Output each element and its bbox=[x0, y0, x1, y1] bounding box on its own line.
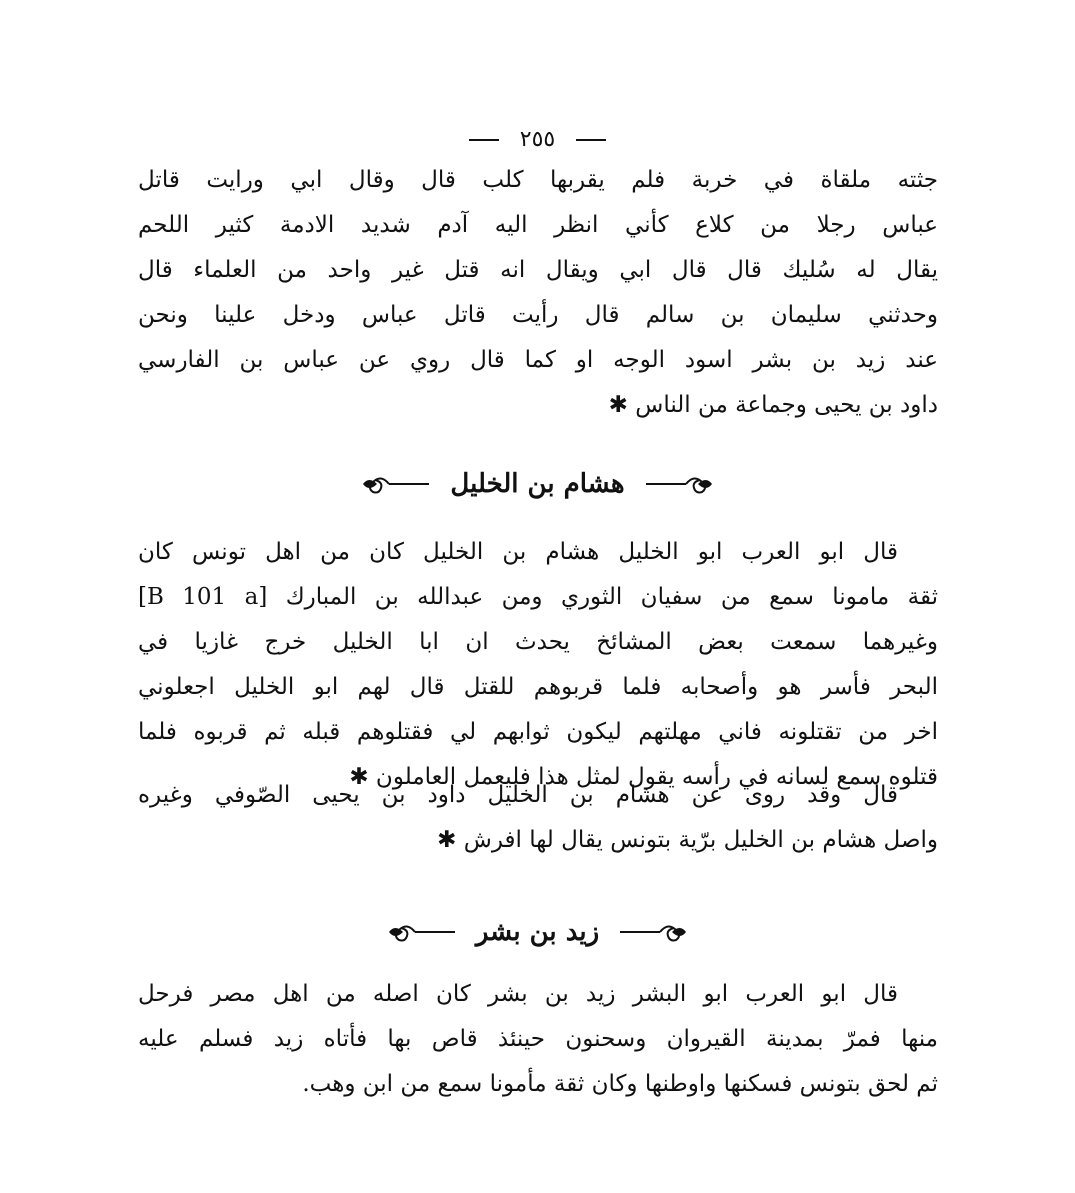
text-line: ثقة مامونا سمع من سفيان الثوري ومن عبدالله بن المبارك [B 101 a] bbox=[138, 584, 938, 610]
page-number bbox=[0, 127, 1075, 152]
text-line: داود بن يحيى وجماعة من الناس ✱ bbox=[608, 392, 938, 418]
paragraph-3 bbox=[138, 773, 938, 863]
section-heading-zayd bbox=[0, 916, 1075, 947]
dash-right bbox=[576, 139, 606, 141]
section-heading-hisham bbox=[0, 468, 1075, 499]
ornament-icon bbox=[359, 472, 429, 496]
text-line: جثته ملقاة في خربة فلم يقربها كلب قال وقال ابي ورايت قاتل bbox=[138, 167, 938, 193]
paragraph-1 bbox=[138, 158, 938, 428]
paragraph-4 bbox=[138, 972, 938, 1107]
section-heading-text: زيد بن بشر bbox=[475, 917, 600, 947]
text-line: ثم لحق بتونس فسكنها واوطنها وكان ثقة مأمونا سمع من ابن وهب. bbox=[302, 1071, 938, 1097]
ornament-icon bbox=[646, 472, 716, 496]
ornament-icon bbox=[385, 920, 455, 944]
text-line: قتلوه سمع لسانه في رأسه يقول لمثل هذا فليعمل العاملون ✱ bbox=[349, 764, 938, 790]
text-line: وغيرهما سمعت بعض المشائخ يحدث ان ابا الخليل خرج غازيا في bbox=[138, 629, 938, 655]
text-line: قال ابو العرب ابو الخليل هشام بن الخليل كان من اهل تونس كان bbox=[138, 539, 898, 565]
text-line: يقال له سُليك قال قال ابي ويقال انه قتل غير واحد من العلماء قال bbox=[138, 257, 938, 283]
text-line: اخر من تقتلونه فاني مهلتهم ليكون ثوابهم لي فقتلوهم قبله ثم قربوه فلما bbox=[138, 719, 938, 745]
section-heading-text: هشام بن الخليل bbox=[450, 469, 625, 499]
text-line: واصل هشام بن الخليل برّية بتونس يقال لها افرش ✱ bbox=[437, 827, 938, 853]
text-line: عند زيد بن بشر اسود الوجه او كما قال روي عن عباس بن الفارسي bbox=[138, 347, 938, 373]
text-line: البحر فأسر هو وأصحابه فلما قربوهم للقتل قال لهم ابو الخليل اجعلوني bbox=[138, 674, 938, 700]
paragraph-2 bbox=[138, 530, 938, 800]
text-line: قال وقد روى عن هشام بن الخليل داود بن يحيى الصّوفي وغيره bbox=[138, 782, 898, 808]
text-line: عباس رجلا من كلاع كأني انظر اليه آدم شديد الادمة كثير اللحم bbox=[138, 212, 938, 238]
dash-left bbox=[469, 139, 499, 141]
text-line: قال ابو العرب ابو البشر زيد بن بشر كان اصله من اهل مصر فرحل bbox=[138, 981, 898, 1007]
page-number-text: ٢٥٥ bbox=[519, 127, 556, 152]
text-line: منها فمرّ بمدينة القيروان وسحنون حينئذ قاص بها فأتاه زيد فسلم عليه bbox=[138, 1026, 938, 1052]
ornament-icon bbox=[620, 920, 690, 944]
text-line: وحدثني سليمان بن سالم قال رأيت قاتل عباس ودخل علينا ونحن bbox=[138, 302, 938, 328]
